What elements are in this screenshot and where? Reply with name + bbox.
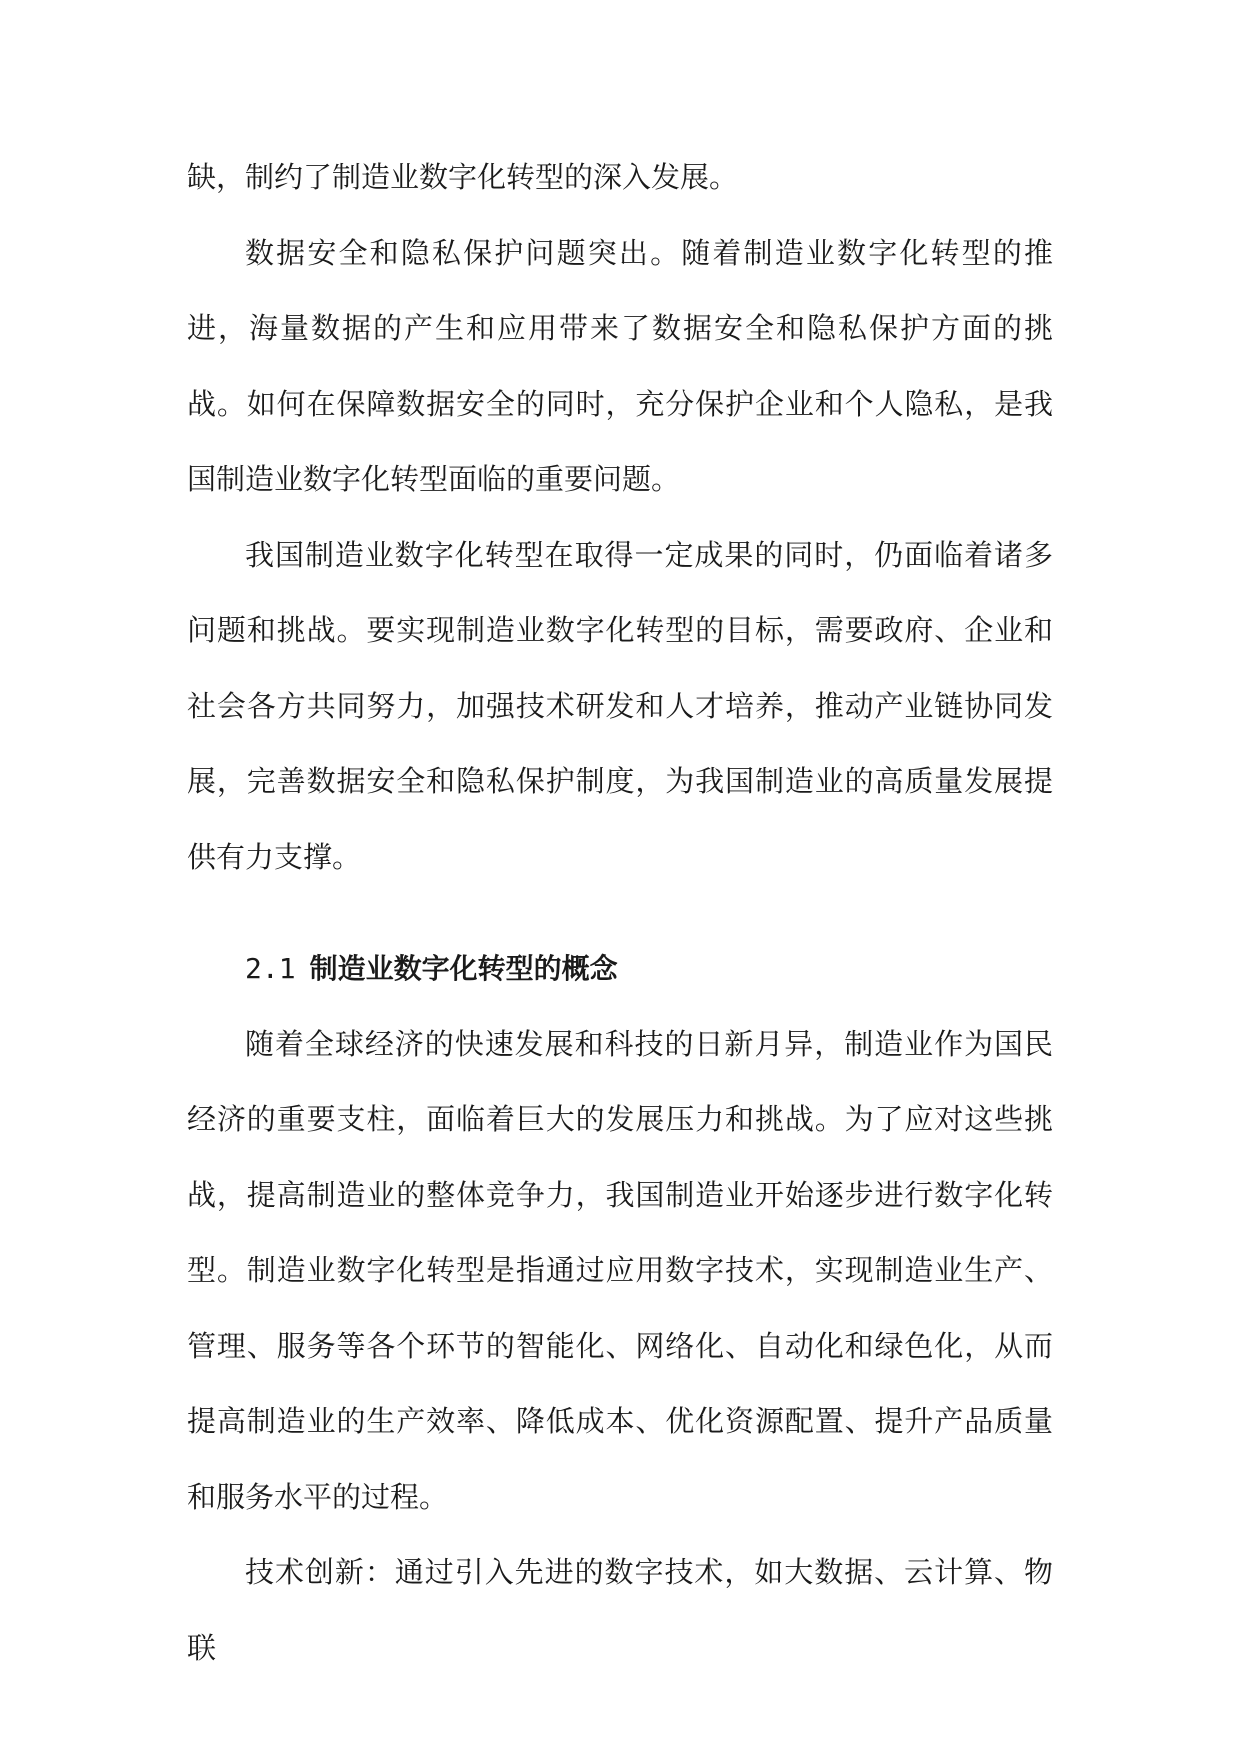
paragraph-concept-definition: 随着全球经济的快速发展和科技的日新月异，制造业作为国民经济的重要支柱，面临着巨大的发展压力和挑战。为了应对这些挑战，提高制造业的整体竞争力，我国制造业开始逐步进行数字化转型。制造业数字化转型是指通过应用数字技术，实现制造业生产、管理、服务等各个环节的智能化、网络化、自动化和绿色化，从而提高制造业的生产效率、降低成本、优化资源配置、提升产品质量和服务水平的过程。 <box>187 1026 1053 1514</box>
section-heading <box>187 931 1053 1007</box>
paragraph-continuation: 缺，制约了制造业数字化转型的深入发展。 <box>187 160 739 194</box>
section-title: 制造业数字化转型的概念 <box>309 952 618 985</box>
section-number: 2.1 <box>245 952 296 985</box>
paragraph-challenges-summary: 我国制造业数字化转型在取得一定成果的同时，仍面临着诸多问题和挑战。要实现制造业数字化转型的目标，需要政府、企业和社会各方共同努力，加强技术研发和人才培养，推动产业链协同发展，完善数据安全和隐私保护制度，为我国制造业的高质量发展提供有力支撑。 <box>187 537 1053 874</box>
document-body <box>187 140 1053 1686</box>
paragraph-data-security: 数据安全和隐私保护问题突出。随着制造业数字化转型的推进，海量数据的产生和应用带来了数据安全和隐私保护方面的挑战。如何在保障数据安全的同时，充分保护企业和个人隐私，是我国制造业数字化转型面临的重要问题。 <box>187 235 1053 496</box>
paragraph-technology-innovation: 技术创新：通过引入先进的数字技术，如大数据、云计算、物联 <box>187 1555 1053 1665</box>
